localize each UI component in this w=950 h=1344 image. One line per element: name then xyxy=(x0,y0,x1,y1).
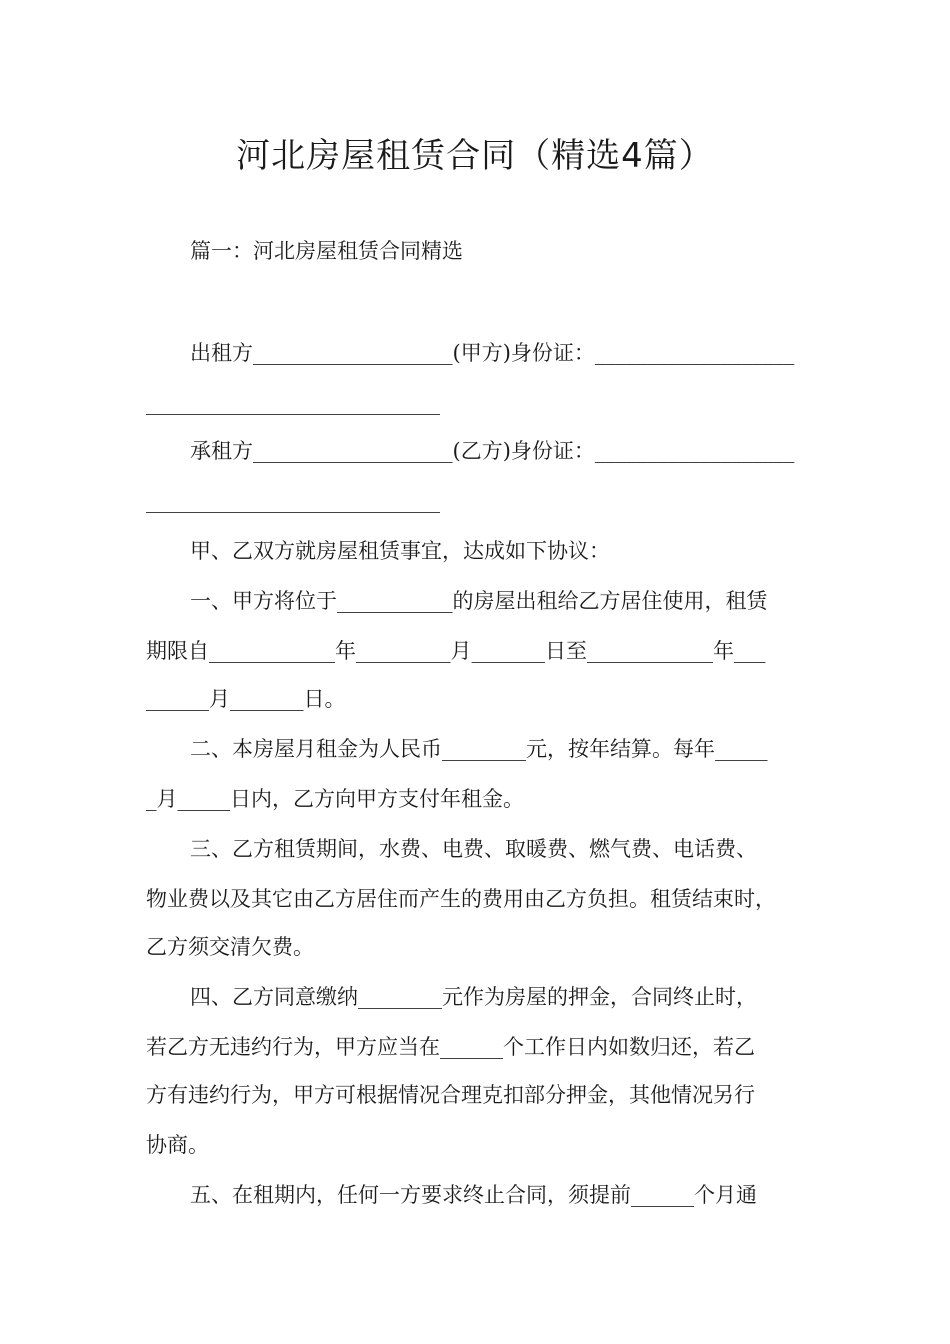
text-line: 协商。 xyxy=(146,1133,209,1157)
text-line: 一、甲方将位于___________的房屋出租给乙方居住使用，租赁 xyxy=(190,589,768,613)
text-line: 方有违约行为，甲方可根据情况合理克扣部分押金，其他情况另行 xyxy=(146,1083,755,1107)
text-line: 期限自____________年_________月_______日至____________年___ xyxy=(146,639,766,663)
text-line: ____________________________ xyxy=(146,391,440,415)
text-line: 若乙方无违约行为，甲方应当在______个工作日内如数归还，若乙 xyxy=(146,1035,755,1059)
text-line: 出租方___________________(甲方)身份证：___________________ xyxy=(190,341,795,365)
text-line: 三、乙方租赁期间，水费、电费、取暖费、燃气费、电话费、 xyxy=(190,837,757,861)
section-heading: 篇一：河北房屋租赁合同精选 xyxy=(190,239,463,263)
text-line: 四、乙方同意缴纳________元作为房屋的押金，合同终止时， xyxy=(190,985,757,1009)
document-title: 河北房屋租赁合同（精选4篇） xyxy=(236,136,714,176)
text-line: 甲、乙双方就房屋租赁事宜，达成如下协议： xyxy=(190,539,610,563)
text-line: 物业费以及其它由乙方居住而产生的费用由乙方负担。租赁结束时， xyxy=(146,887,776,911)
text-line: 五、在租期内，任何一方要求终止合同，须提前______个月通 xyxy=(190,1183,757,1207)
text-line: _月_____日内，乙方向甲方支付年租金。 xyxy=(146,787,524,811)
text-line: ______月_______日。 xyxy=(146,687,346,711)
text-line: 承租方___________________(乙方)身份证：___________________ xyxy=(190,439,795,463)
text-line: 二、本房屋月租金为人民币________元，按年结算。每年_____ xyxy=(190,737,768,761)
text-line: ____________________________ xyxy=(146,489,440,513)
text-line: 乙方须交清欠费。 xyxy=(146,935,314,959)
